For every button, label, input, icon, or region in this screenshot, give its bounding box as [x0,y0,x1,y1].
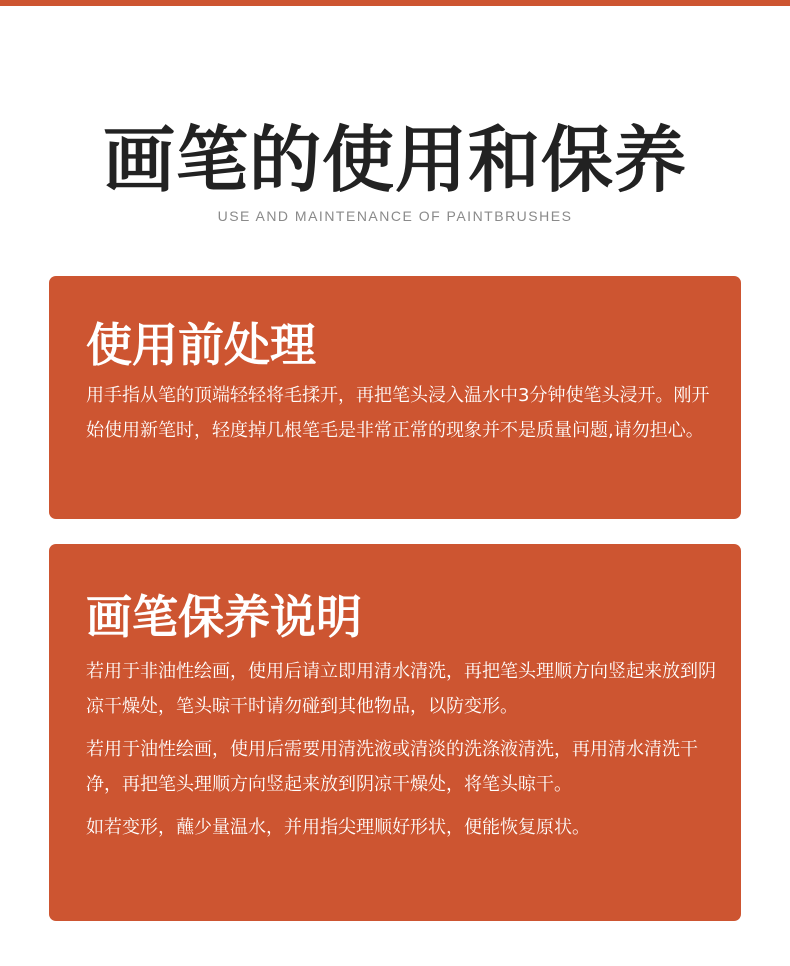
top-accent-bar [0,0,790,6]
pre-use-text: 用手指从笔的顶端轻轻将毛揉开，再把笔头浸入温水中3分钟使笔头浸开。刚开始使用新笔时，轻度掉几根笔毛是非常正常的现象并不是质量问题,请勿担心。 [86,385,710,441]
pre-use-card [49,276,741,519]
pre-use-heading: 使用前处理 [86,318,316,372]
maintenance-text-deformation: 如若变形，蘸少量温水，并用指尖理顺好形状，便能恢复原状。 [86,817,590,838]
maintenance-text-oil-based: 若用于油性绘画，使用后需要用清洗液或清淡的洗涤液清洗，再用清水清洗干净，再把笔头理顺方向竖起来放到阴凉干燥处，将笔头晾干。 [86,739,698,795]
maintenance-card [49,544,741,921]
maintenance-text-water-based: 若用于非油性绘画，使用后请立即用清水清洗，再把笔头理顺方向竖起来放到阴凉干燥处，笔头晾干时请勿碰到其他物品，以防变形。 [86,661,716,717]
maintenance-heading: 画笔保养说明 [86,590,362,644]
page-subtitle: USE AND MAINTENANCE OF PAINTBRUSHES [217,208,573,224]
page-title: 画笔的使用和保养 [102,118,687,202]
